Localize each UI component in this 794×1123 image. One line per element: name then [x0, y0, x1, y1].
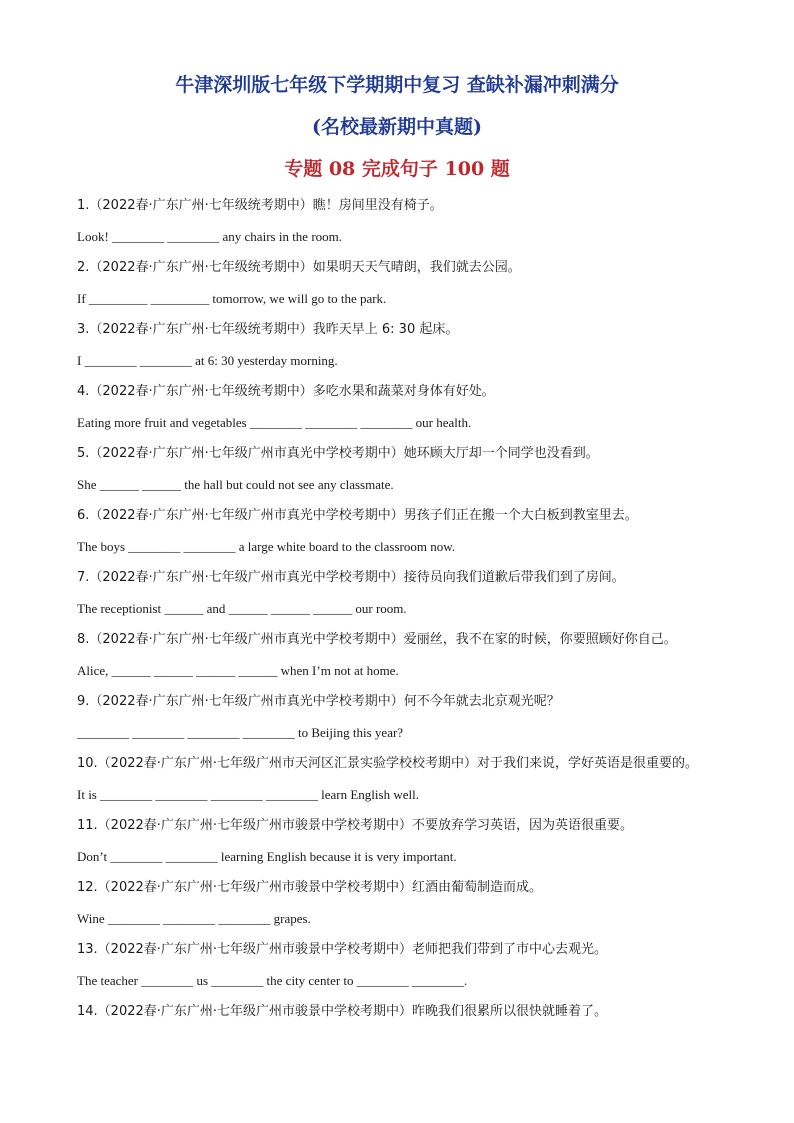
question-prompt: 7.（2022春·广东广州·七年级广州市真光中学校考期中）接待员向我们道歉后带我们到了房间。: [77, 570, 625, 585]
question-sentence: If _________ _________ tomorrow, we will go to the park.: [77, 291, 387, 306]
question-sentence: Eating more fruit and vegetables ________ ________ ________ our health.: [77, 415, 472, 430]
question-prompt: 4.（2022春·广东广州·七年级统考期中）多吃水果和蔬菜对身体有好处。: [77, 384, 495, 399]
question-prompt: 9.（2022春·广东广州·七年级广州市真光中学校考期中）何不今年就去北京观光呢？: [77, 694, 560, 709]
question-prompt: 1.（2022春·广东广州·七年级统考期中）瞧！房间里没有椅子。: [77, 198, 443, 213]
question-sentence: It is ________ ________ ________ ________ learn English well.: [77, 787, 419, 802]
question-prompt: 5.（2022春·广东广州·七年级广州市真光中学校考期中）她环顾大厅却一个同学也没看到。: [77, 446, 599, 461]
question-sentence: I ________ ________ at 6: 30 yesterday morning.: [77, 353, 338, 368]
question-prompt: 3.（2022春·广东广州·七年级统考期中）我昨天早上 6: 30 起床。: [77, 322, 459, 337]
question-prompt: 8.（2022春·广东广州·七年级广州市真光中学校考期中）爱丽丝，我不在家的时候，你要照顾好你自己。: [77, 632, 677, 647]
question-prompt: 14.（2022春·广东广州·七年级广州市骏景中学校考期中）昨晚我们很累所以很快就睡着了。: [77, 1004, 608, 1019]
document-subtitle: (名校最新期中真题): [312, 116, 482, 138]
question-sentence: The boys ________ ________ a large white board to the classroom now.: [77, 539, 456, 554]
question-prompt: 2.（2022春·广东广州·七年级统考期中）如果明天天气晴朗，我们就去公园。: [77, 260, 521, 275]
question-prompt: 10.（2022春·广东广州·七年级广州市天河区汇景实验学校校考期中）对于我们来说，学好英语是很重要的。: [77, 756, 699, 771]
question-prompt: 12.（2022春·广东广州·七年级广州市骏景中学校考期中）红酒由葡萄制造而成。: [77, 880, 543, 895]
question-prompt: 11.（2022春·广东广州·七年级广州市骏景中学校考期中）不要放弃学习英语，因为英语很重要。: [77, 818, 634, 833]
question-sentence: The teacher ________ us ________ the city center to ________ ________.: [77, 973, 468, 988]
question-sentence: Don’t ________ ________ learning English because it is very important.: [77, 849, 457, 864]
question-sentence: Wine ________ ________ ________ grapes.: [77, 911, 311, 926]
question-list: [77, 190, 717, 1027]
question-sentence: Alice, ______ ______ ______ ______ when I’m not at home.: [77, 663, 399, 678]
question-prompt: 6.（2022春·广东广州·七年级广州市真光中学校考期中）男孩子们正在搬一个大白板到教室里去。: [77, 508, 638, 523]
question-sentence: The receptionist ______ and ______ ______ ______ our room.: [77, 601, 407, 616]
question-prompt: 13.（2022春·广东广州·七年级广州市骏景中学校考期中）老师把我们带到了市中心去观光。: [77, 942, 608, 957]
question-sentence: ________ ________ ________ ________ to Beijing this year?: [77, 725, 404, 740]
topic-title: 专题 08 完成句子 100 题: [284, 158, 510, 180]
question-sentence: She ______ ______ the hall but could not see any classmate.: [77, 477, 394, 492]
document-title: 牛津深圳版七年级下学期期中复习 查缺补漏冲刺满分: [175, 74, 619, 96]
question-sentence: Look! ________ ________ any chairs in the room.: [77, 229, 343, 244]
